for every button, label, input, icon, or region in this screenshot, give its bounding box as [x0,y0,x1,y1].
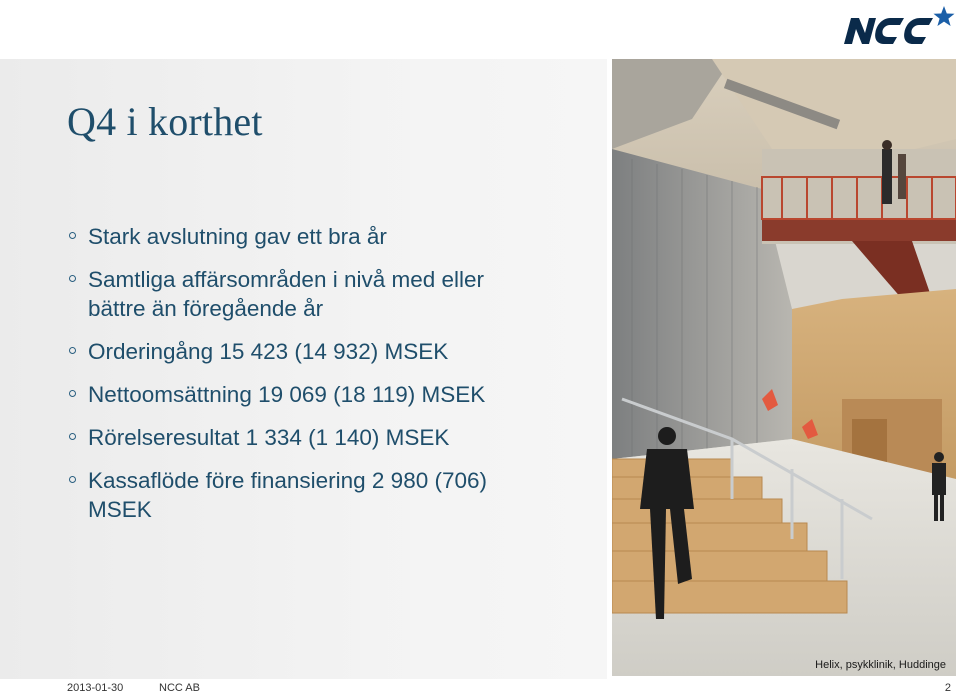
bullet-item [69,380,589,409]
bullet-list [69,222,589,538]
bullet-item [69,222,589,251]
bullet-circle-icon [69,433,76,440]
bullet-text: Kassaflöde före finansiering 2 980 (706) MSEK [88,468,488,522]
bullet-circle-icon [69,275,76,282]
bullet-circle-icon [69,232,76,239]
star-icon [934,6,955,26]
bullet-item [69,466,589,524]
bullet-text: Stark avslutning gav ett bra år [88,224,387,249]
building-photo [612,59,956,676]
atrium-illustration [612,59,956,676]
bullet-item [69,423,589,452]
page-number: 2 [944,682,951,694]
bullet-text: Nettoomsättning 19 069 (18 119) MSEK [88,382,486,407]
bullet-circle-icon [69,476,76,483]
ncc-wordmark [844,18,933,44]
photo-caption: Helix, psykklinik, Huddinge [815,659,946,671]
ncc-logo [842,4,956,48]
footer-date: 2013-01-30 [67,682,124,694]
bullet-text: Rörelseresultat 1 334 (1 140) MSEK [88,425,450,450]
bullet-item [69,265,589,323]
bullet-text: Orderingång 15 423 (14 932) MSEK [88,339,449,364]
footer-company: NCC AB [159,682,200,694]
slide-title: Q4 i korthet [67,99,263,144]
bullet-text: Samtliga affärsområden i nivå med eller bättre än föregående år [88,267,485,321]
bullet-circle-icon [69,347,76,354]
bullet-item [69,337,589,366]
bullet-circle-icon [69,390,76,397]
